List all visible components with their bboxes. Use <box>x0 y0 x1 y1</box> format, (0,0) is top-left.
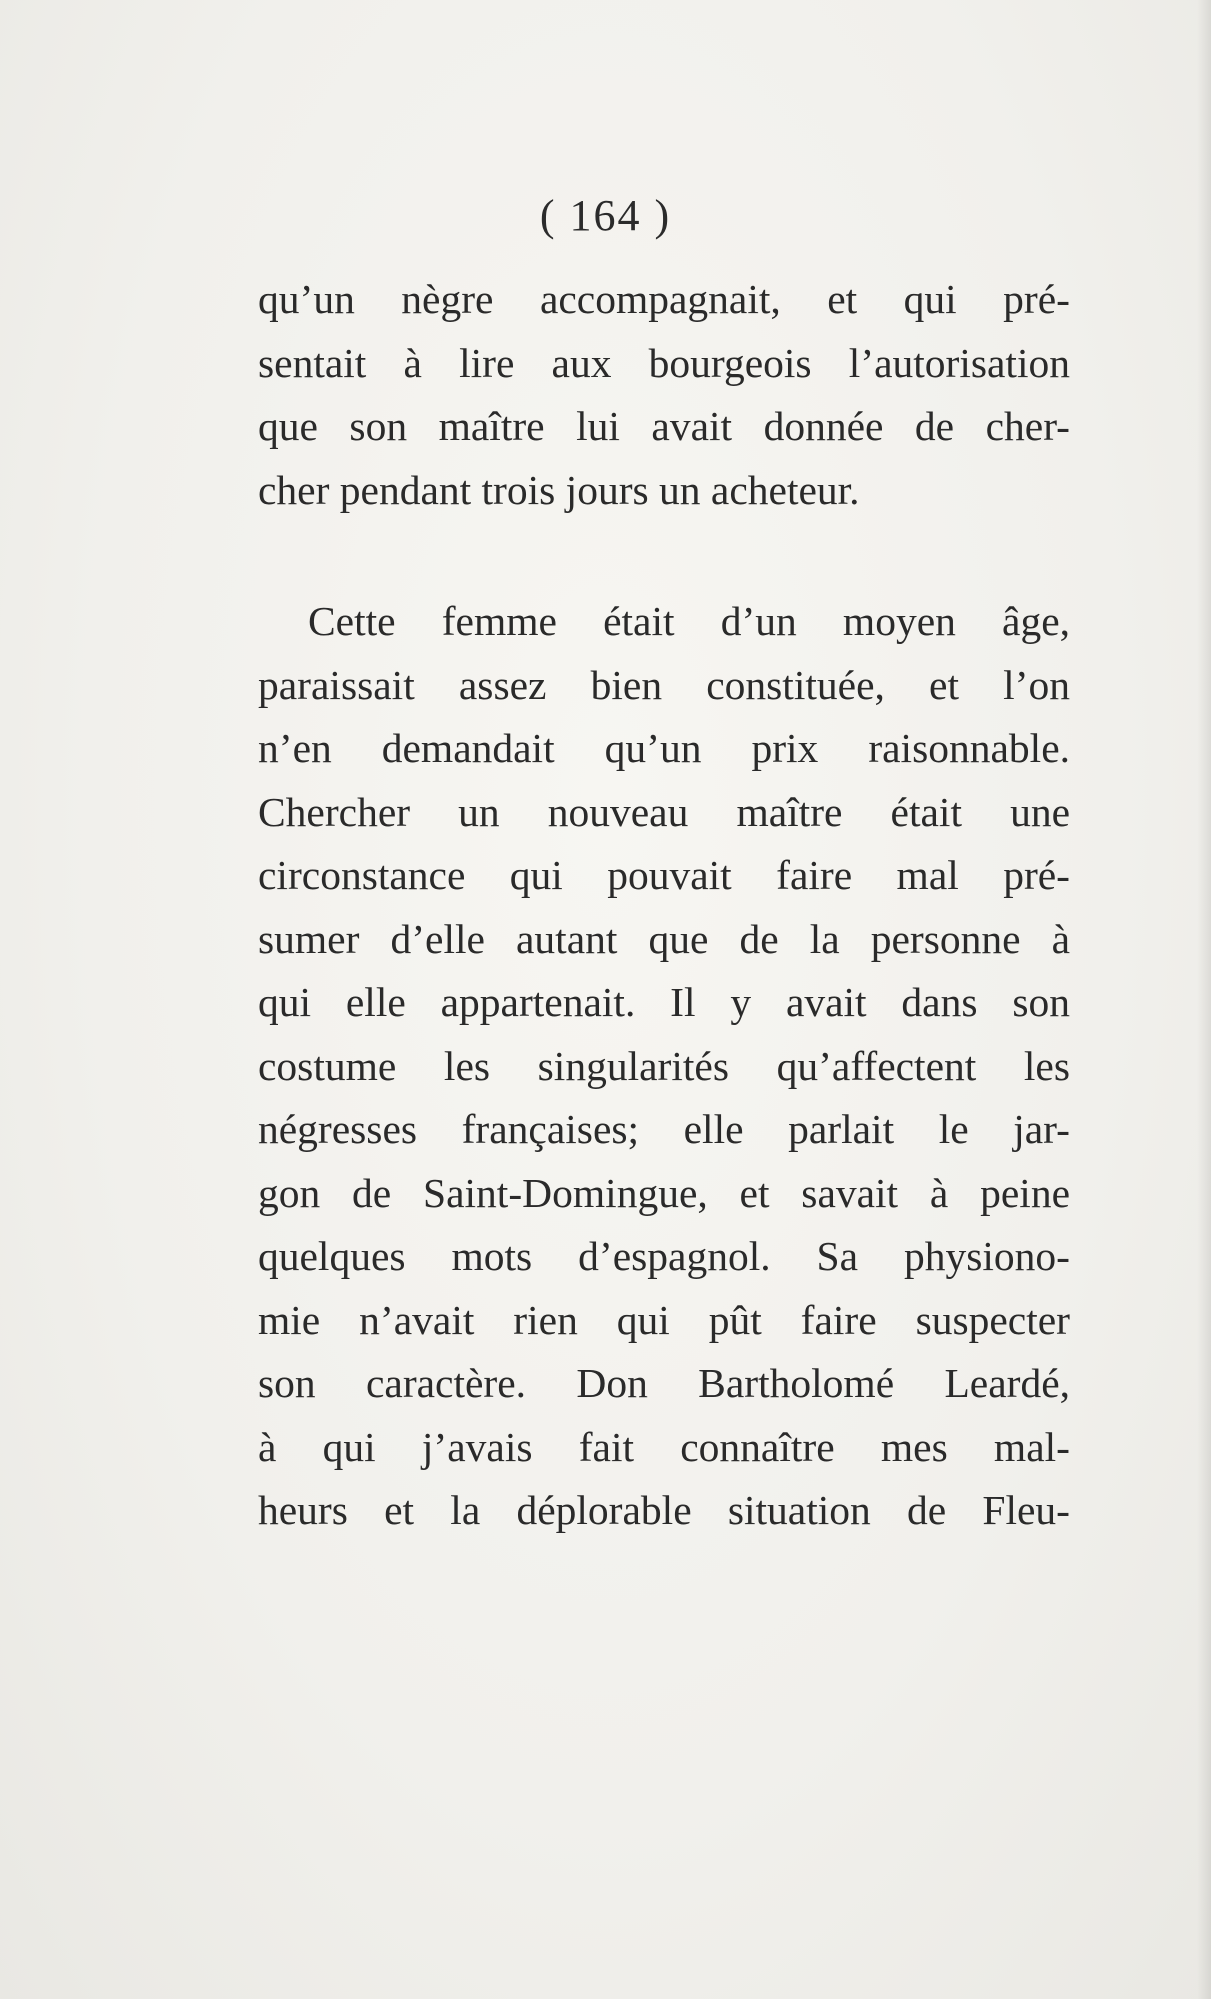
text-line: qu’un nègre accompagnait, et qui pré- <box>258 276 1070 322</box>
paragraph-1 <box>258 268 1070 522</box>
text-line: négresses françaises; elle parlait le jar- <box>258 1106 1070 1152</box>
text-line: qui elle appartenait. Il y avait dans son <box>258 979 1070 1025</box>
text-line: Cette femme était d’un moyen âge, <box>308 598 1070 644</box>
text-line: Chercher un nouveau maître était une <box>258 788 1070 835</box>
text-line: cher pendant trois jours un acheteur. <box>258 466 860 513</box>
text-line: gon de Saint-Domingue, et savait à peine <box>258 1169 1070 1216</box>
text-line: quelques mots d’espagnol. Sa physiono- <box>258 1233 1070 1279</box>
text-line: sumer d’elle autant que de la personne à <box>258 915 1070 962</box>
text-line: que son maître lui avait donnée de cher- <box>258 403 1070 449</box>
text-line: costume les singularités qu’affectent les <box>258 1042 1070 1089</box>
text-line: mie n’avait rien qui pût faire suspecter <box>258 1296 1070 1343</box>
paragraph-2 <box>258 590 1070 1543</box>
text-line: sentait à lire aux bourgeois l’autorisation <box>258 339 1070 386</box>
text-line: paraissait assez bien constituée, et l’on <box>258 661 1070 708</box>
page-edge-shadow <box>1197 0 1211 1999</box>
page-number: ( 164 ) <box>539 191 672 240</box>
text-line: son caractère. Don Bartholomé Leardé, <box>258 1360 1070 1406</box>
text-line: heurs et la déplorable situation de Fleu- <box>258 1487 1070 1533</box>
text-line: à qui j’avais fait connaître mes mal- <box>258 1423 1070 1470</box>
text-line: circonstance qui pouvait faire mal pré- <box>258 852 1070 898</box>
text-line: n’en demandait qu’un prix raisonnable. <box>258 725 1070 771</box>
